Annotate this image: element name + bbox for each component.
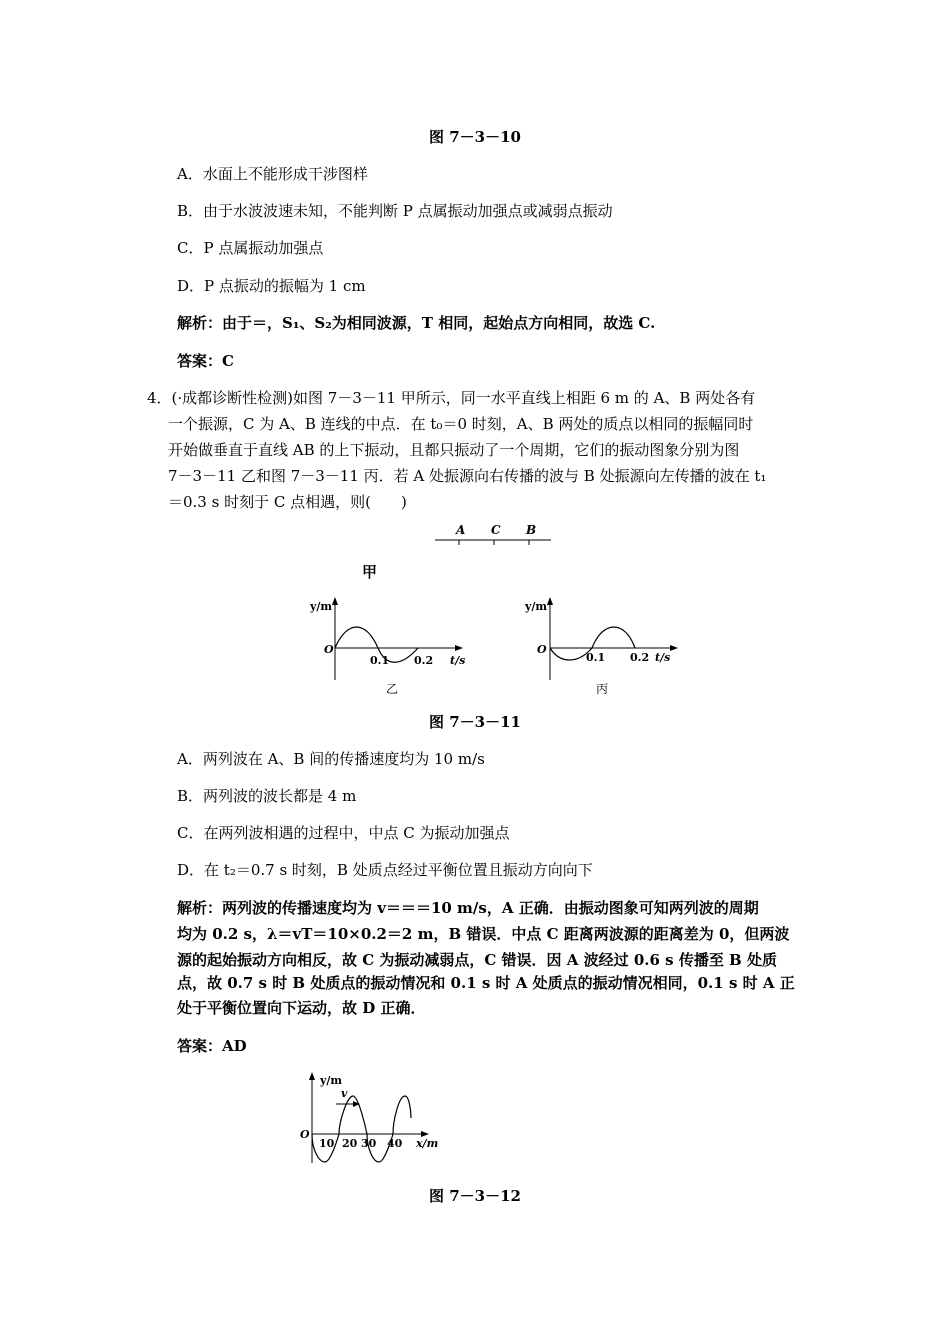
- bing-y-arrow: [547, 597, 553, 605]
- q4-option-a: A．两列波在 A、B 间的传播速度均为 10 m/s: [177, 750, 485, 768]
- q4-analysis-line-3: 源的起始振动方向相反，故 C 为振动减弱点，C 错误．因 A 波经过 0.6 s 传播至 B 处质: [177, 951, 777, 969]
- figure-yi: [300, 592, 475, 682]
- yi-xlabel: t/s: [450, 654, 466, 667]
- figure-7-3-12: [295, 1068, 455, 1168]
- q3-answer: 答案：C: [177, 352, 234, 370]
- wave-tick-20: 20: [342, 1137, 358, 1150]
- yi-tick-1: 0.1: [370, 654, 390, 667]
- wave-tick-30: 30: [361, 1137, 377, 1150]
- wave-velocity-label: v: [341, 1087, 348, 1100]
- q4-option-d: D．在 t₂＝0.7 s 时刻，B 处质点经过平衡位置且振动方向向下: [177, 861, 593, 879]
- figure-caption-7-3-11: 图 7－3－11: [429, 713, 521, 731]
- q3-option-b: B．由于水波波速未知，不能判断 P 点属振动加强点或减弱点振动: [177, 202, 613, 220]
- wave-tick-40: 40: [387, 1137, 403, 1150]
- figure-yi-caption: 乙: [386, 682, 399, 696]
- q3-option-d: D．P 点振动的振幅为 1 cm: [177, 277, 366, 295]
- q4-option-b: B．两列波的波长都是 4 m: [177, 787, 357, 805]
- bing-origin: O: [537, 643, 547, 656]
- yi-x-arrow: [455, 645, 463, 651]
- wave-ylabel: y/m: [320, 1074, 343, 1087]
- q4-stem-line-1: 4．(·成都诊断性检测)如图 7－3－11 甲所示，同一水平直线上相距 6 m 的 A、B 两处各有: [147, 389, 756, 407]
- q4-analysis-line-4: 点，故 0.7 s 时 B 处质点的振动情况和 0.1 s 时 A 处质点的振动情况相同，0.1 s 时 A 正: [177, 974, 795, 992]
- q4-analysis-line-1: 解析：两列波的传播速度均为 v＝＝＝10 m/s，A 正确．由振动图象可知两列波的周期: [177, 899, 759, 917]
- label-c: C: [491, 523, 501, 537]
- q3-analysis: 解析：由于＝，S₁、S₂为相同波源，T 相同，起始点方向相同，故选 C.: [177, 314, 656, 332]
- wave-xlabel: x/m: [416, 1137, 439, 1150]
- figure-caption-7-3-12: 图 7－3－12: [429, 1187, 521, 1205]
- yi-ylabel: y/m: [310, 600, 333, 613]
- bing-tick-1: 0.1: [586, 651, 606, 664]
- q4-stem-line-4: 7－3－11 乙和图 7－3－11 丙．若 A 处振源向右传播的波与 B 处振源向左传播的波在 t₁: [168, 467, 767, 485]
- yi-origin: O: [324, 643, 334, 656]
- bing-ylabel: y/m: [525, 600, 548, 613]
- q4-analysis-line-5: 处于平衡位置向下运动，故 D 正确．: [177, 999, 426, 1017]
- q4-stem-line-3: 开始做垂直于直线 AB 的上下振动，且都只振动了一个周期，它们的振动图象分别为图: [168, 441, 740, 459]
- figure-jia: [425, 518, 565, 588]
- wave-curve: [312, 1096, 411, 1162]
- bing-x-arrow: [670, 645, 678, 651]
- q4-option-c: C．在两列波相遇的过程中，中点 C 为振动加强点: [177, 824, 510, 842]
- figure-bing-caption: 丙: [596, 682, 609, 696]
- wave-y-arrow: [309, 1072, 315, 1080]
- q4-stem-line-2: 一个振源，C 为 A、B 连线的中点．在 t₀＝0 时刻，A、B 两处的质点以相同的振幅同时: [168, 415, 754, 433]
- wave-tick-10: 10: [319, 1137, 335, 1150]
- q3-option-c: C．P 点属振动加强点: [177, 239, 324, 257]
- yi-tick-2: 0.2: [414, 654, 434, 667]
- wave-origin: O: [300, 1128, 310, 1141]
- label-b: B: [526, 523, 537, 537]
- figure-bing: [515, 592, 690, 682]
- q3-option-a: A．水面上不能形成干涉图样: [177, 165, 368, 183]
- bing-xlabel: t/s: [655, 651, 671, 664]
- label-a: A: [456, 523, 466, 537]
- q4-stem-line-5: ＝0.3 s 时刻于 C 点相遇，则( ): [168, 493, 407, 511]
- figure-jia-caption: 甲: [362, 563, 378, 581]
- bing-tick-2: 0.2: [630, 651, 650, 664]
- q4-answer: 答案：AD: [177, 1037, 247, 1055]
- figure-caption-7-3-10: 图 7－3－10: [429, 128, 521, 146]
- q4-analysis-line-2: 均为 0.2 s，λ＝vT＝10×0.2＝2 m，B 错误．中点 C 距离两波源的距离差为 0，但两波: [177, 925, 790, 943]
- yi-y-arrow: [332, 597, 338, 605]
